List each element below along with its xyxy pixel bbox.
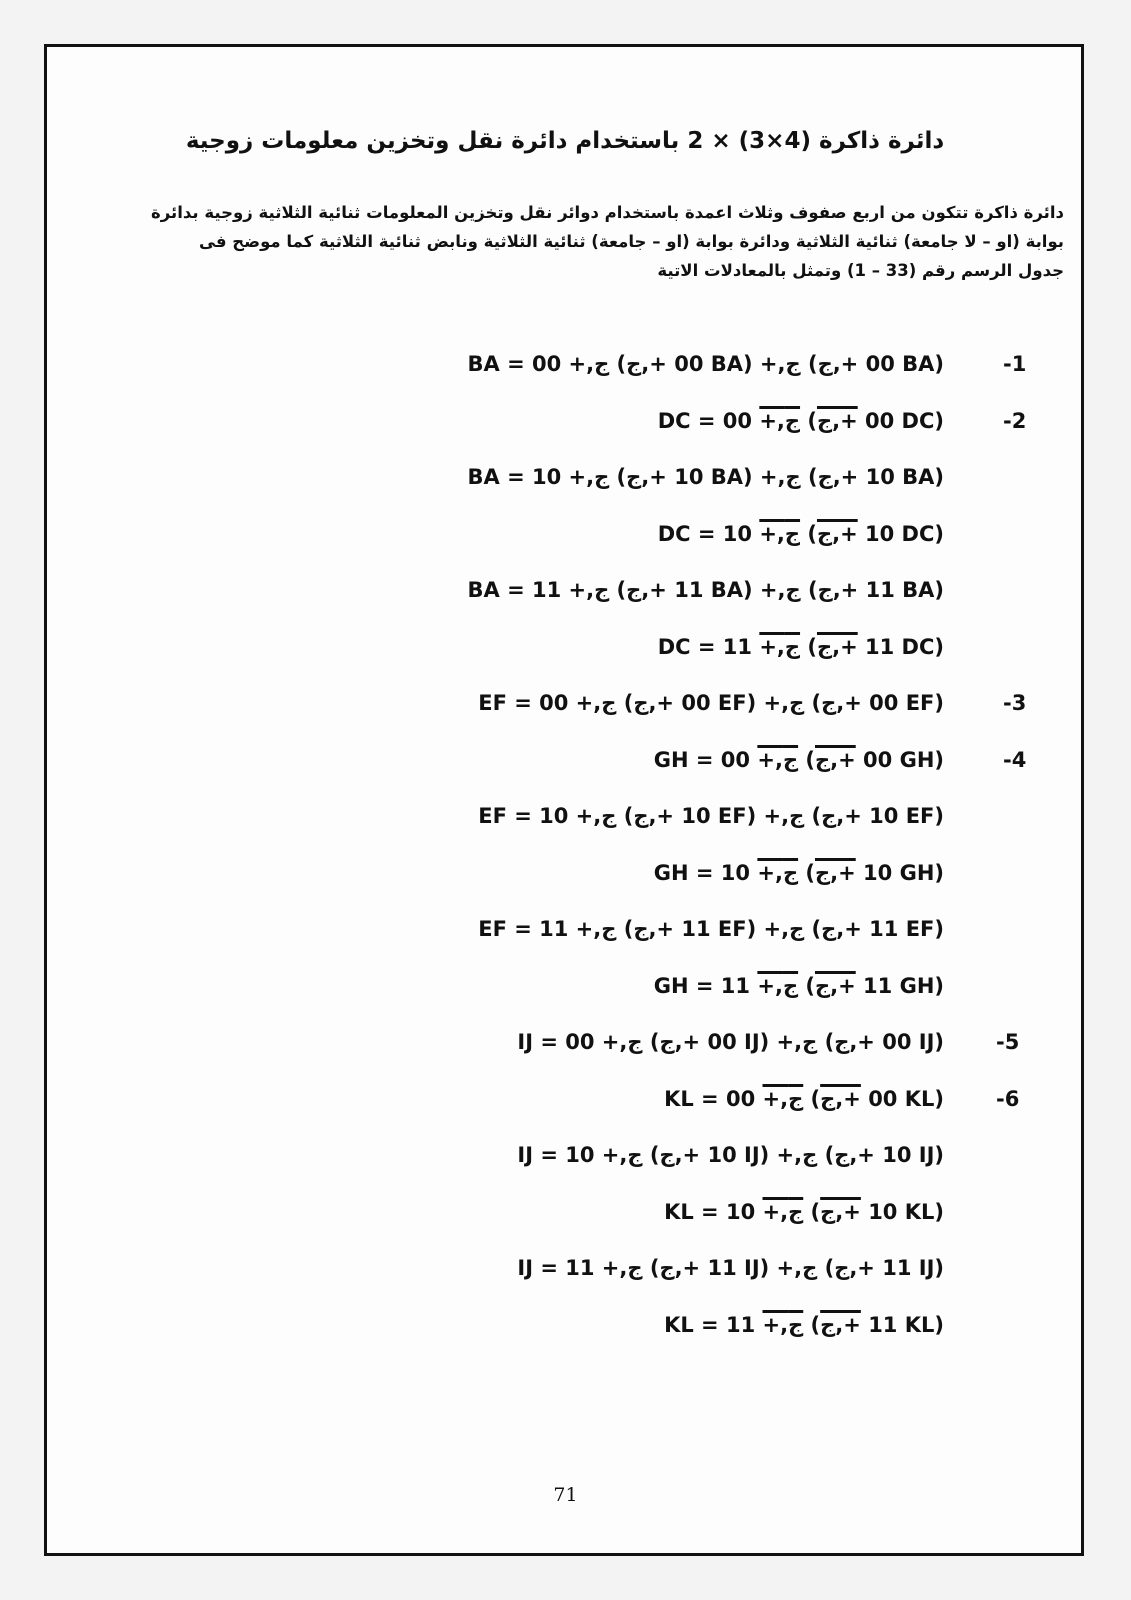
equation	[468, 465, 944, 489]
complement-operator: +,ج	[762, 1312, 804, 1337]
complement-operator: +,ج	[816, 408, 858, 433]
equation	[658, 409, 944, 433]
equation-text: IJ = 10 +,ج (10 +,ج IJ) +,ج (10 +,ج IJ)	[517, 1143, 944, 1167]
equation-text: EF = 00 +,ج (00 +,ج EF) +,ج (00 +,ج EF)	[478, 691, 944, 715]
equation	[517, 1030, 944, 1054]
equation-text: EF = 10 +,ج (10 +,ج EF) +,ج (10 +,ج EF)	[478, 804, 944, 828]
equation-part: GH)	[892, 860, 944, 885]
equation-text	[654, 861, 944, 885]
equation-text	[664, 1087, 944, 1111]
complement-operator: +,ج	[762, 1086, 804, 1111]
equation-text	[658, 522, 944, 546]
equation-part: GH = 10	[653, 860, 758, 885]
equation-text: BA = 10 +,ج (10 +,ج BA) +,ج (10 +,ج BA)	[467, 465, 944, 489]
equation-part: DC = 10	[657, 521, 760, 546]
complement-operator: +,ج	[820, 1312, 861, 1337]
equation-part: KL = 10	[664, 1199, 763, 1224]
equation-part: KL)	[897, 1312, 944, 1337]
equation	[478, 917, 944, 941]
complement-operator: +,ج	[759, 634, 801, 659]
paragraph-line: بوابة (او – لا جامعة) ثنائية الثلاثية ودائرة بوابة (او – جامعة) ثنائية الثلاثية ونابض ثنائية الثلاثية كما موضح فى	[199, 232, 1064, 251]
complement-operator: +,ج	[815, 973, 856, 998]
equation-part: (11	[800, 634, 895, 659]
equation-part: (10	[798, 860, 893, 885]
equation	[654, 974, 944, 998]
complement-operator: +,ج	[759, 408, 801, 433]
equation-text	[664, 1200, 944, 1224]
equation-text: IJ = 00 +,ج (00 +,ج IJ) +,ج (00 +,ج IJ)	[517, 1030, 944, 1054]
equation-text: BA = 11 +,ج (11 +,ج BA) +,ج (11 +,ج BA)	[467, 578, 944, 602]
equation	[468, 352, 944, 376]
equation-part: DC = 00	[657, 408, 760, 433]
equation-text: IJ = 11 +,ج (11 +,ج IJ) +,ج (11 +,ج IJ)	[517, 1256, 944, 1280]
equation-part: (00	[803, 1086, 898, 1111]
equation-part: KL = 00	[664, 1086, 763, 1111]
equation-number: -4	[1003, 747, 1027, 772]
complement-operator: +,ج	[816, 521, 858, 546]
complement-operator: +,ج	[757, 747, 799, 772]
equation	[664, 1200, 944, 1224]
equation-part: (10	[800, 521, 895, 546]
complement-operator: +,ج	[759, 521, 801, 546]
equation	[664, 1087, 944, 1111]
equation-part: DC = 11	[657, 634, 760, 659]
complement-operator: +,ج	[757, 860, 799, 885]
equation-part: GH)	[892, 747, 944, 772]
equation-text	[658, 409, 944, 433]
equation	[517, 1256, 944, 1280]
complement-operator: +,ج	[820, 1086, 861, 1111]
equation	[517, 1143, 944, 1167]
equation-part: GH = 00	[653, 747, 758, 772]
complement-operator: +,ج	[815, 747, 856, 772]
equation	[654, 861, 944, 885]
equation	[658, 522, 944, 546]
equation-number: -5	[996, 1030, 1020, 1054]
equation-text	[658, 635, 944, 659]
equation	[478, 804, 944, 828]
page-title: دائرة ذاكرة (4×3) × 2 باستخدام دائرة نقل وتخزين معلومات زوجية	[185, 128, 945, 154]
equation-part: GH = 11	[653, 973, 758, 998]
equation	[478, 691, 944, 715]
complement-operator: +,ج	[815, 860, 856, 885]
complement-operator: +,ج	[820, 1199, 861, 1224]
equation-part: (11	[803, 1312, 898, 1337]
page-number: 71	[553, 1484, 578, 1506]
equation-part: KL)	[897, 1199, 944, 1224]
equation-part: GH)	[892, 973, 944, 998]
complement-operator: +,ج	[757, 973, 799, 998]
equation-part: DC)	[894, 408, 944, 433]
equation	[658, 635, 944, 659]
equation-part: DC)	[894, 521, 944, 546]
equation-part: (00	[798, 747, 893, 772]
equation-text: EF = 11 +,ج (11 +,ج EF) +,ج (11 +,ج EF)	[478, 917, 944, 941]
paragraph-line: جدول الرسم رقم (33 – 1) وتمثل بالمعادلات الاتية	[657, 261, 1064, 280]
equation-part: (00	[800, 408, 895, 433]
equation-part: KL)	[897, 1086, 944, 1111]
equation-text	[654, 974, 944, 998]
equation-text: BA = 00 +,ج (00 +,ج BA) +,ج (00 +,ج BA)	[467, 352, 944, 376]
complement-operator: +,ج	[762, 1199, 804, 1224]
paragraph-line: دائرة ذاكرة تتكون من اربع صفوف وثلاث اعمدة باستخدام دوائر نقل وتخزين المعلومات ثنائية الثلاثية زوجية بدائرة	[151, 203, 1064, 222]
equation-number: -3	[1003, 691, 1027, 715]
equation-text	[664, 1313, 944, 1337]
equation-part: DC)	[894, 634, 944, 659]
equation-number: -1	[1003, 352, 1027, 376]
equation	[664, 1313, 944, 1337]
equation	[654, 748, 944, 772]
equation-text	[654, 748, 944, 772]
equation	[468, 578, 944, 602]
equation-number: -2	[1003, 408, 1027, 433]
equation-part: (10	[803, 1199, 898, 1224]
equation-part: KL = 11	[664, 1312, 763, 1337]
equation-number: -6	[996, 1086, 1020, 1111]
equation-part: (11	[798, 973, 893, 998]
complement-operator: +,ج	[816, 634, 858, 659]
